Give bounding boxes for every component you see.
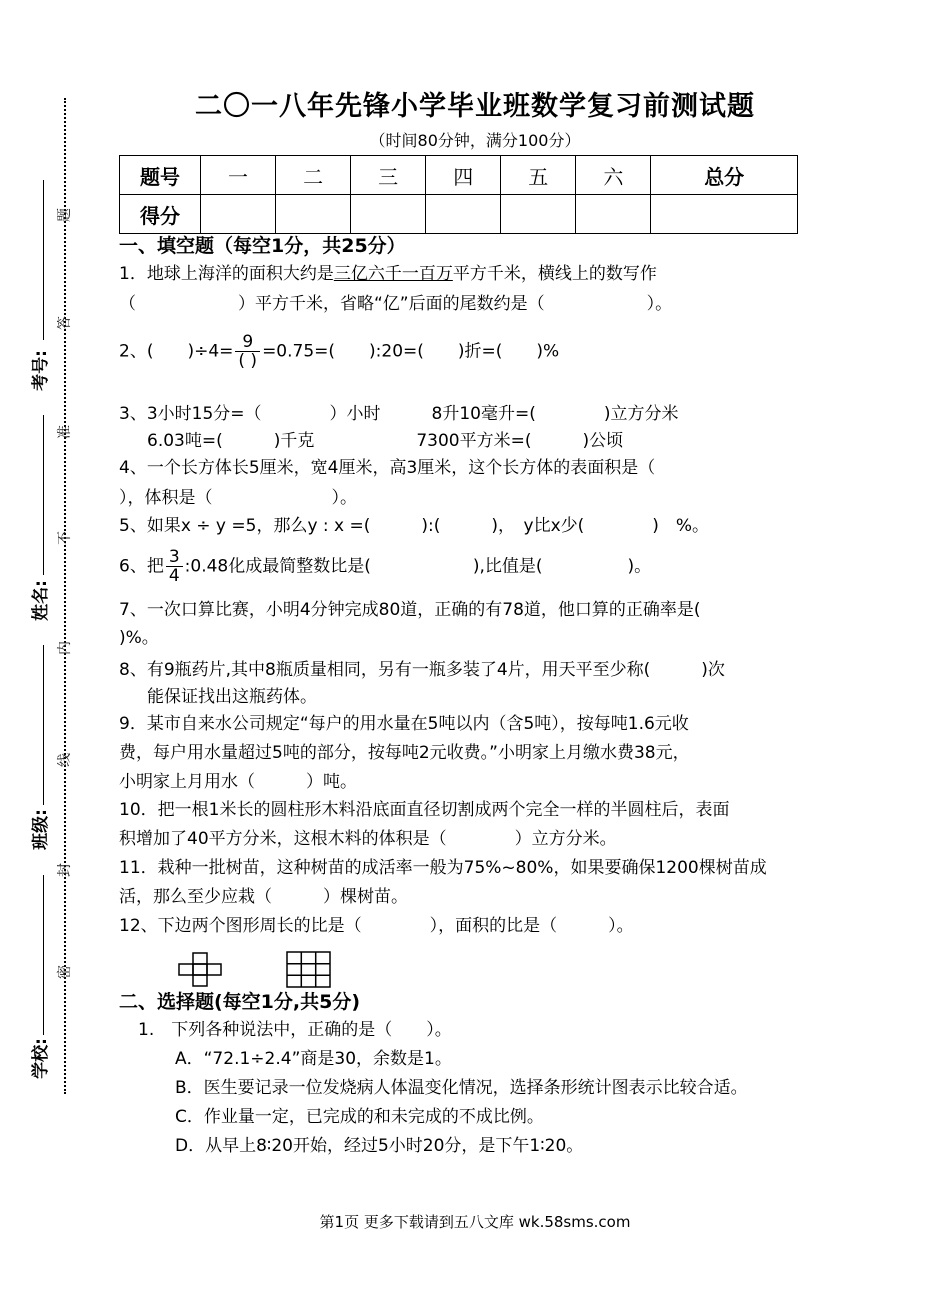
table-header-cell: 题号 bbox=[120, 156, 201, 195]
table-header-cell: 三 bbox=[351, 156, 426, 195]
score-cell[interactable] bbox=[501, 195, 576, 234]
choice-option-a[interactable]: A．“72.1÷2.4”商是30，余数是1。 bbox=[175, 1049, 452, 1069]
choice-option-c[interactable]: C．作业量一定，已完成的和未完成的不成比例。 bbox=[175, 1107, 544, 1127]
question-6 bbox=[119, 548, 651, 585]
exam-duration: （时间80分钟，满分100分） bbox=[369, 131, 581, 150]
fraction bbox=[235, 333, 260, 370]
exam-number-label: 考号: bbox=[30, 350, 51, 391]
question-11: 11．栽种一批树苗，这种树苗的成活率一般为75%~80%，如果要确保1200棵树苗成 bbox=[119, 858, 767, 878]
question-10: 10．把一根1米长的圆柱形木料沿底面直径切割成两个完全一样的半圆柱后，表面 bbox=[119, 800, 730, 820]
page-title: 二〇一八年先锋小学毕业班数学复习前测试题 bbox=[195, 91, 755, 122]
table-header-cell: 六 bbox=[576, 156, 651, 195]
q2-text: =0.75=( ):20=( )折=( )% bbox=[262, 341, 560, 362]
q6-text: 6、把 bbox=[119, 556, 164, 577]
name-label: 姓名: bbox=[30, 580, 51, 621]
q1-underlined: 三亿六千一百万 bbox=[333, 264, 453, 284]
question-9-cont: 费，每户用水量超过5吨的部分，按每吨2元收费。”小明家上月缴水费38元， bbox=[119, 743, 690, 763]
question-7: 7、一次口算比赛，小明4分钟完成80道，正确的有78道，他口算的正确率是( bbox=[119, 600, 701, 620]
class-label: 班级: bbox=[30, 809, 51, 850]
question-9: 9．某市自来水公司规定“每户的用水量在5吨以内（含5吨），按每吨1.6元收 bbox=[119, 714, 689, 734]
table-header-cell: 五 bbox=[501, 156, 576, 195]
score-cell[interactable] bbox=[351, 195, 426, 234]
question-1-cont: （ ）平方千米，省略“亿”后面的尾数约是（ ）。 bbox=[119, 294, 673, 314]
school-label: 学校: bbox=[30, 1038, 51, 1079]
question-9-cont: 小明家上月用水（ ）吨。 bbox=[119, 772, 357, 792]
choice-question-1: 1. 下列各种说法中，正确的是（ ）。 bbox=[138, 1020, 452, 1040]
score-cell[interactable] bbox=[651, 195, 798, 234]
question-8: 8、有9瓶药片,其中8瓶质量相同，另有一瓶多装了4片，用天平至少称( )次 bbox=[119, 660, 725, 680]
section-heading: 一、填空题（每空1分，共25分） bbox=[119, 235, 406, 257]
table-header-cell: 总分 bbox=[651, 156, 798, 195]
question-1 bbox=[119, 262, 657, 286]
score-cell[interactable] bbox=[426, 195, 501, 234]
fraction-denominator: ( ) bbox=[238, 351, 258, 371]
seal-char: 密 bbox=[57, 965, 73, 979]
score-cell[interactable] bbox=[576, 195, 651, 234]
q1-text: 平方千米，横线上的数写作 bbox=[452, 264, 657, 284]
section-heading: 二、选择题(每空1分,共5分) bbox=[119, 991, 361, 1013]
cross-shape-figure bbox=[178, 952, 226, 988]
fraction bbox=[166, 548, 183, 585]
question-3-cont: 6.03吨=( )千克 7300平方米=( )公顷 bbox=[147, 431, 624, 451]
question-10-cont: 积增加了40平方分米，这根木料的体积是（ ）立方分米。 bbox=[119, 829, 617, 849]
seal-char: 不 bbox=[57, 531, 73, 545]
table-header-cell: 二 bbox=[276, 156, 351, 195]
question-12: 12、下边两个图形周长的比是（ ），面积的比是（ ）。 bbox=[119, 916, 634, 936]
exam-number-blank bbox=[43, 180, 44, 340]
table-row bbox=[120, 195, 798, 234]
school-blank bbox=[43, 875, 44, 1035]
question-11-cont: 活，那么至少应栽（ ）棵树苗。 bbox=[119, 887, 408, 907]
seal-char: 封 bbox=[57, 863, 73, 877]
seal-char: 答 bbox=[57, 316, 73, 330]
choice-option-d[interactable]: D．从早上8∶20开始，经过5小时20分，是下午1∶20。 bbox=[175, 1136, 584, 1156]
question-8-cont: 能保证找出这瓶药体。 bbox=[147, 687, 317, 707]
seal-char: 题 bbox=[57, 208, 73, 222]
score-table bbox=[119, 155, 798, 234]
seal-char: 线 bbox=[57, 753, 73, 767]
question-3: 3、3小时15分=（ ）小时 8升10毫升=( )立方分米 bbox=[119, 404, 679, 424]
binding-dotted-line bbox=[64, 98, 66, 1094]
q6-text: :0.48化成最简整数比是( ),比值是( )。 bbox=[184, 556, 652, 577]
table-row bbox=[120, 156, 798, 195]
choice-option-b[interactable]: B．医生要记录一位发烧病人体温变化情况，选择条形统计图表示比较合适。 bbox=[175, 1078, 748, 1098]
seal-char: 准 bbox=[57, 425, 73, 439]
question-7-cont: )%。 bbox=[119, 628, 159, 648]
fraction-numerator: 3 bbox=[166, 548, 183, 567]
seal-char: 内 bbox=[57, 641, 73, 655]
table-header-cell: 一 bbox=[201, 156, 276, 195]
question-2 bbox=[119, 333, 559, 370]
q2-text: 2、( )÷4= bbox=[119, 341, 234, 362]
question-4-cont: ），体积是（ ）。 bbox=[119, 488, 357, 508]
score-cell[interactable] bbox=[276, 195, 351, 234]
score-cell[interactable] bbox=[201, 195, 276, 234]
grid-square-figure bbox=[286, 951, 332, 989]
page-footer: 第1页 更多下载请到五八文库 wk.58sms.com bbox=[319, 1213, 631, 1231]
score-row-label: 得分 bbox=[120, 195, 201, 234]
table-header-cell: 四 bbox=[426, 156, 501, 195]
fraction-numerator: 9 bbox=[235, 333, 260, 352]
class-blank bbox=[43, 645, 44, 805]
question-5: 5、如果x ÷ y =5，那么y : x =( ):( )， y比x少( ) %。 bbox=[119, 516, 710, 536]
q1-text: 1．地球上海洋的面积大约是 bbox=[119, 264, 334, 284]
fraction-denominator: 4 bbox=[168, 566, 180, 586]
name-blank bbox=[43, 415, 44, 575]
question-4: 4、一个长方体长5厘米，宽4厘米，高3厘米，这个长方体的表面积是（ bbox=[119, 458, 656, 478]
